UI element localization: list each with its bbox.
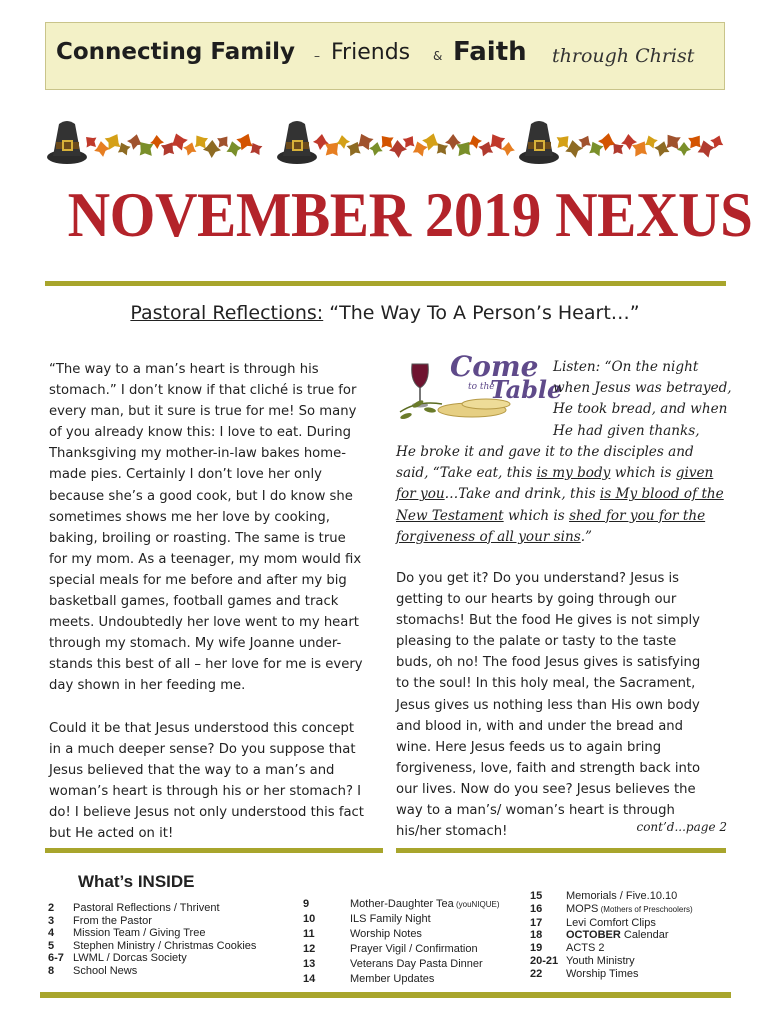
continued-link[interactable]: cont’d...page 2 bbox=[636, 820, 727, 834]
page-number: 12 bbox=[303, 943, 316, 956]
item-title: LWML / Dorcas Society bbox=[73, 952, 187, 965]
banner-friends: Friends bbox=[331, 40, 411, 65]
scripture-quote-top: Listen: “On the night when Jesus was betrayed, He took bread, and when He had given thanks, bbox=[553, 359, 732, 439]
pilgrim-hat-icon bbox=[519, 121, 559, 164]
quote-underline: given for you bbox=[396, 465, 714, 503]
item-title: Veterans Day Pasta Dinner bbox=[350, 958, 483, 971]
quote-underline: shed for you for the forgiveness of all your sins bbox=[396, 507, 706, 545]
page-number: 3 bbox=[48, 914, 55, 927]
page-number: 13 bbox=[303, 958, 316, 971]
page-number: 2 bbox=[48, 902, 55, 914]
leaf-icon bbox=[312, 133, 330, 151]
page-number: 14 bbox=[303, 973, 316, 986]
inside-item bbox=[303, 897, 500, 912]
page-number: 6-7 bbox=[48, 952, 64, 965]
quote-text: He broke it and gave it to the disciples and said, “Take eat, this bbox=[396, 444, 694, 482]
item-title: Levi Comfort Clips bbox=[566, 916, 656, 929]
banner-faith: Faith bbox=[453, 37, 527, 67]
item-title: Worship Times bbox=[566, 967, 639, 980]
leaf-icon bbox=[368, 141, 385, 158]
item-title: Member Updates bbox=[350, 973, 435, 986]
inside-item bbox=[303, 927, 500, 942]
page-number: 15 bbox=[530, 890, 543, 902]
quote-text: which is bbox=[503, 507, 570, 524]
inside-item bbox=[303, 957, 500, 972]
inside-item bbox=[530, 917, 693, 930]
inside-item bbox=[303, 912, 500, 927]
paragraph: Could it be that Jesus understood this concept in a much deeper sense? Do you suppose that Jesus believed that the way to a man’s and woman’s heart is through his or her stomach? I do! I believe Jesus not only understood this fact but He acted on it! bbox=[49, 720, 364, 841]
divider-rule bbox=[45, 848, 383, 853]
leaf-icon bbox=[203, 140, 222, 159]
thanksgiving-decoration bbox=[45, 112, 725, 172]
item-title: ILS Family Night bbox=[350, 913, 431, 926]
page-number: 4 bbox=[48, 927, 55, 940]
item-title: OCTOBER Calendar bbox=[566, 929, 669, 942]
quote-text: .” bbox=[580, 528, 592, 545]
inside-item bbox=[530, 968, 693, 981]
olive-branch-icon bbox=[400, 399, 442, 420]
page-number: 5 bbox=[48, 939, 55, 952]
item-title: Pastoral Reflections / Thrivent bbox=[73, 902, 220, 914]
item-title: Youth Ministry bbox=[566, 954, 635, 967]
inside-list-1 bbox=[48, 902, 256, 978]
inside-item bbox=[530, 942, 693, 955]
divider-rule bbox=[396, 848, 726, 853]
logo-to-the: to the bbox=[468, 382, 495, 392]
banner-connecting-family: Connecting Family bbox=[56, 39, 295, 65]
inside-list-2 bbox=[303, 897, 500, 988]
page-number: 11 bbox=[303, 928, 315, 941]
item-title: School News bbox=[73, 964, 138, 977]
inside-item bbox=[530, 903, 693, 917]
page-number: 18 bbox=[530, 929, 543, 942]
come-to-the-table-logo bbox=[398, 346, 563, 426]
item-title: Stephen Ministry / Christmas Cookies bbox=[73, 939, 257, 952]
inside-item bbox=[530, 890, 693, 903]
item-title: From the Pastor bbox=[73, 914, 152, 927]
inside-list-3 bbox=[530, 890, 693, 981]
inside-item bbox=[48, 915, 256, 928]
quote-text: …Take and drink, this bbox=[444, 486, 600, 503]
pilgrim-hat-icon bbox=[277, 121, 317, 164]
pilgrim-hat-icon bbox=[47, 121, 87, 164]
divider-rule bbox=[40, 992, 731, 998]
leaf-icon bbox=[500, 141, 515, 156]
item-title: Mother-Daughter Tea (youNIQUE) bbox=[350, 898, 500, 910]
page-number: 17 bbox=[530, 916, 543, 929]
item-title: Mission Team / Giving Tree bbox=[73, 927, 206, 940]
item-title: Prayer Vigil / Confirmation bbox=[350, 943, 478, 956]
item-title: Memorials / Five.10.10 bbox=[566, 890, 678, 902]
heading-label: Pastoral Reflections: bbox=[130, 302, 324, 324]
inside-item bbox=[48, 902, 256, 915]
page-number: 19 bbox=[530, 942, 543, 955]
item-title: ACTS 2 bbox=[566, 942, 605, 955]
right-column bbox=[396, 568, 716, 863]
item-title: Worship Notes bbox=[350, 928, 422, 941]
logo-table: Table bbox=[490, 375, 563, 404]
page-number: 8 bbox=[48, 964, 55, 977]
page-number: 9 bbox=[303, 898, 310, 910]
inside-item bbox=[48, 927, 256, 940]
page-number: 22 bbox=[530, 967, 543, 980]
article-heading bbox=[45, 302, 725, 324]
heading-title: “The Way To A Person’s Heart…” bbox=[329, 302, 640, 324]
inside-item bbox=[48, 940, 256, 953]
item-title: MOPS (Mothers of Preschoolers) bbox=[566, 902, 693, 915]
newsletter-title: NOVEMBER 2019 NEXUS bbox=[67, 179, 753, 250]
banner-through-christ: through Christ bbox=[552, 45, 695, 67]
leaf-icon bbox=[93, 140, 111, 158]
logo-come: Come bbox=[450, 350, 539, 383]
scripture-quote bbox=[396, 442, 726, 548]
inside-item bbox=[530, 955, 693, 968]
left-column bbox=[49, 359, 367, 865]
page-number: 20-21 bbox=[530, 954, 559, 967]
paragraph: “The way to a man’s heart is through his stomach.” I don’t know if that cliché is true for every man, but it sure is true for me! So many of you already know this: I love to eat. During Thanksgiving my mother-in-law bakes home-made pies. Certainly I don’t love her only because she’s a good cook, but I do know she sometimes shows me her love by cooking, baking, broiling or roasting. The same is true for my mom. As a teenager, my mom would fix special meals for me before and after my big basketball games, football games and track meets. Undoubtedly her love went to my heart through my stomach. My wife Joanne under-stands this best of all – her love for me is every day shown in her feeding me. bbox=[49, 362, 363, 694]
inside-item bbox=[303, 942, 500, 957]
leaf-icon bbox=[150, 135, 165, 150]
banner-dash: – bbox=[314, 49, 320, 63]
leaf-icon bbox=[388, 139, 407, 158]
inside-item bbox=[303, 972, 500, 987]
page-number: 16 bbox=[530, 902, 543, 915]
autumn-leaves-icon bbox=[81, 129, 726, 161]
quote-text: which is bbox=[610, 465, 676, 482]
leaf-icon bbox=[677, 142, 691, 156]
banner-amp: & bbox=[433, 49, 443, 63]
inside-item bbox=[48, 965, 256, 978]
quote-underline: is my body bbox=[536, 465, 611, 482]
header-banner bbox=[45, 22, 725, 90]
inside-item bbox=[48, 952, 256, 965]
inside-title: What’s INSIDE bbox=[78, 872, 195, 891]
divider-rule bbox=[45, 281, 726, 286]
paragraph: Do you get it? Do you understand? Jesus is getting to our hearts by going through our stomachs! But the food He gives is not simply pleasing to the palate or tasty to the taste buds, oh no! The food Jesus gives is satisfying to the soul! In this holy meal, the Sacrament, Jesus gives us nothing less than His own body and blood in, with and under the bread and wine. Here Jesus feeds us to again bring forgiveness, love, faith and strength back into our lives. Now do you see? Jesus believes the way to a man’s/ woman’s heart is through his/her stomach! bbox=[396, 571, 701, 840]
inside-item bbox=[530, 929, 693, 942]
page-number: 10 bbox=[303, 913, 316, 926]
quote-underline: is My blood of the New Testament bbox=[396, 486, 724, 524]
